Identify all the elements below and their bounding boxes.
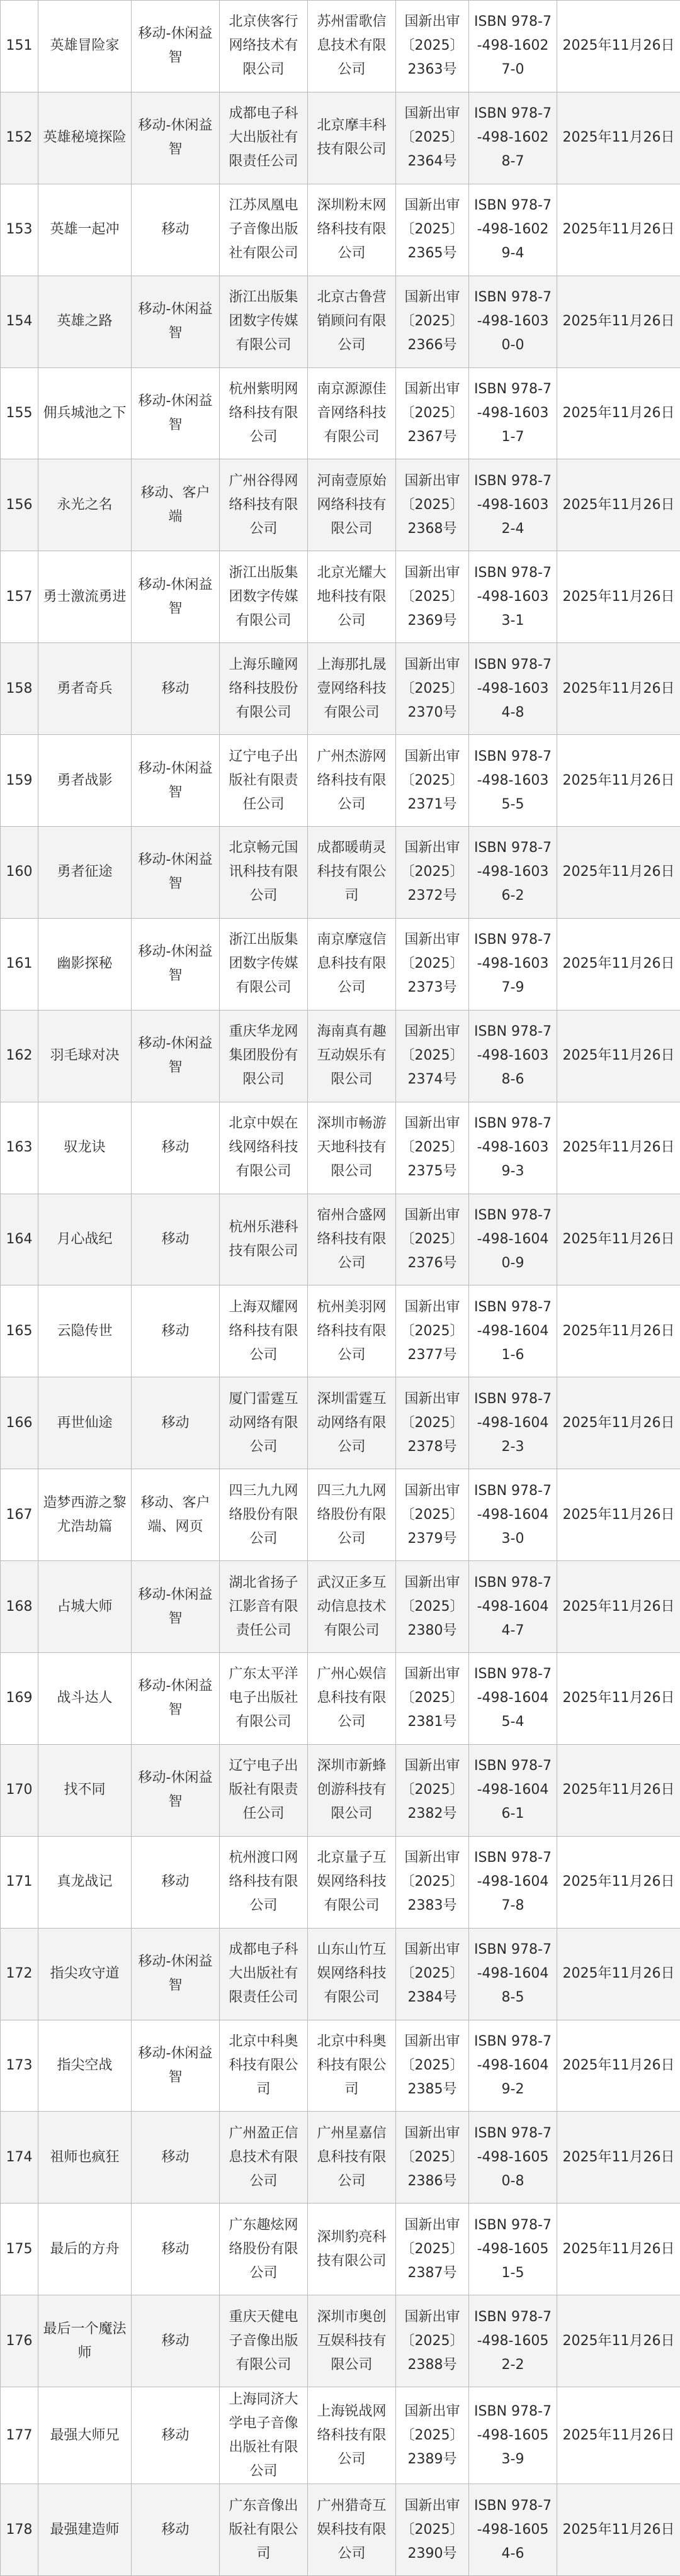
approval-number-cell: 国新出审〔2025〕2381号 xyxy=(396,1653,469,1745)
operator-cell: 苏州雷歌信息技术有限公司 xyxy=(308,1,396,92)
approval-date-cell: 2025年11月26日 xyxy=(557,2020,680,2112)
operator-cell: 四三九九网络股份有限公司 xyxy=(308,1469,396,1561)
publisher-cell: 厦门雷霆互动网络有限公司 xyxy=(220,1377,308,1469)
approval-number-cell: 国新出审〔2025〕2378号 xyxy=(396,1377,469,1469)
approval-date-cell: 2025年11月26日 xyxy=(557,1194,680,1285)
game-type-cell: 移动-休闲益智 xyxy=(132,551,220,643)
isbn-cell: ISBN 978-7-498-16043-0 xyxy=(469,1469,557,1561)
isbn-cell: ISBN 978-7-498-16053-9 xyxy=(469,2387,557,2484)
row-number-cell: 154 xyxy=(1,276,38,367)
operator-cell: 深圳市畅游天地科技有限公司 xyxy=(308,1102,396,1194)
operator-cell: 杭州美羽网络科技有限公司 xyxy=(308,1285,396,1377)
table-row xyxy=(1,1194,680,1285)
publisher-cell: 北京侠客行网络技术有限公司 xyxy=(220,1,308,92)
operator-cell: 深圳豹亮科技有限公司 xyxy=(308,2204,396,2295)
game-name-cell: 羽毛球对决 xyxy=(38,1010,132,1102)
publisher-cell: 湖北省扬子江影音有限责任公司 xyxy=(220,1561,308,1653)
operator-cell: 深圳市奥创互娱科技有限公司 xyxy=(308,2295,396,2387)
row-number-cell: 163 xyxy=(1,1102,38,1194)
approval-date-cell: 2025年11月26日 xyxy=(557,1744,680,1836)
game-type-cell: 移动、客户端 xyxy=(132,459,220,551)
row-number-cell: 168 xyxy=(1,1561,38,1653)
game-name-cell: 最强大师兄 xyxy=(38,2387,132,2484)
publisher-cell: 广东趣炫网络股份有限公司 xyxy=(220,2204,308,2295)
approval-date-cell: 2025年11月26日 xyxy=(557,827,680,919)
row-number-cell: 175 xyxy=(1,2204,38,2295)
game-type-cell: 移动-休闲益智 xyxy=(132,2020,220,2112)
table-row xyxy=(1,1377,680,1469)
approval-date-cell: 2025年11月26日 xyxy=(557,1928,680,2020)
row-number-cell: 160 xyxy=(1,827,38,919)
row-number-cell: 171 xyxy=(1,1836,38,1928)
isbn-cell: ISBN 978-7-498-16032-4 xyxy=(469,459,557,551)
game-type-cell: 移动 xyxy=(132,1285,220,1377)
publisher-cell: 上海乐瞳网络科技股份有限公司 xyxy=(220,643,308,735)
operator-cell: 北京古鲁营销顾问有限公司 xyxy=(308,276,396,367)
game-type-cell: 移动 xyxy=(132,2112,220,2204)
operator-cell: 海南真有趣互动娱乐有限公司 xyxy=(308,1010,396,1102)
table-row xyxy=(1,184,680,276)
row-number-cell: 152 xyxy=(1,92,38,184)
isbn-cell: ISBN 978-7-498-16045-4 xyxy=(469,1653,557,1745)
row-number-cell: 156 xyxy=(1,459,38,551)
operator-cell: 北京中科奥科技有限公司 xyxy=(308,2020,396,2112)
row-number-cell: 157 xyxy=(1,551,38,643)
game-type-cell: 移动-休闲益智 xyxy=(132,1,220,92)
game-name-cell: 佣兵城池之下 xyxy=(38,367,132,459)
game-name-cell: 真龙战记 xyxy=(38,1836,132,1928)
game-type-cell: 移动-休闲益智 xyxy=(132,735,220,827)
approval-date-cell: 2025年11月26日 xyxy=(557,918,680,1010)
game-name-cell: 永光之名 xyxy=(38,459,132,551)
row-number-cell: 153 xyxy=(1,184,38,276)
isbn-cell: ISBN 978-7-498-16035-5 xyxy=(469,735,557,827)
game-type-cell: 移动 xyxy=(132,1377,220,1469)
table-row xyxy=(1,551,680,643)
row-number-cell: 158 xyxy=(1,643,38,735)
table-row xyxy=(1,2020,680,2112)
approval-number-cell: 国新出审〔2025〕2379号 xyxy=(396,1469,469,1561)
approval-date-cell: 2025年11月26日 xyxy=(557,367,680,459)
operator-cell: 广州猎奇互娱科技有限公司 xyxy=(308,2484,396,2576)
approval-number-cell: 国新出审〔2025〕2385号 xyxy=(396,2020,469,2112)
game-type-cell: 移动 xyxy=(132,2387,220,2484)
isbn-cell: ISBN 978-7-498-16028-7 xyxy=(469,92,557,184)
table-row xyxy=(1,1,680,92)
approval-table-body xyxy=(1,1,680,2576)
publisher-cell: 重庆华龙网集团股份有限公司 xyxy=(220,1010,308,1102)
row-number-cell: 177 xyxy=(1,2387,38,2484)
publisher-cell: 四三九九网络股份有限公司 xyxy=(220,1469,308,1561)
game-name-cell: 勇者战影 xyxy=(38,735,132,827)
approval-number-cell: 国新出审〔2025〕2367号 xyxy=(396,367,469,459)
approval-number-cell: 国新出审〔2025〕2366号 xyxy=(396,276,469,367)
operator-cell: 深圳市新蜂创游科技有限公司 xyxy=(308,1744,396,1836)
row-number-cell: 167 xyxy=(1,1469,38,1561)
row-number-cell: 162 xyxy=(1,1010,38,1102)
approval-date-cell: 2025年11月26日 xyxy=(557,276,680,367)
approval-date-cell: 2025年11月26日 xyxy=(557,1561,680,1653)
operator-cell: 成都暖萌灵科技有限公司 xyxy=(308,827,396,919)
approval-date-cell: 2025年11月26日 xyxy=(557,1,680,92)
isbn-cell: ISBN 978-7-498-16040-9 xyxy=(469,1194,557,1285)
isbn-cell: ISBN 978-7-498-16039-3 xyxy=(469,1102,557,1194)
operator-cell: 宿州合盛网络科技有限公司 xyxy=(308,1194,396,1285)
approval-date-cell: 2025年11月26日 xyxy=(557,2112,680,2204)
isbn-cell: ISBN 978-7-498-16052-2 xyxy=(469,2295,557,2387)
table-row xyxy=(1,1469,680,1561)
row-number-cell: 155 xyxy=(1,367,38,459)
game-name-cell: 指尖攻守道 xyxy=(38,1928,132,2020)
game-name-cell: 指尖空战 xyxy=(38,2020,132,2112)
game-type-cell: 移动-休闲益智 xyxy=(132,827,220,919)
game-name-cell: 月心战纪 xyxy=(38,1194,132,1285)
approval-number-cell: 国新出审〔2025〕2384号 xyxy=(396,1928,469,2020)
publisher-cell: 广东太平洋电子出版社有限公司 xyxy=(220,1653,308,1745)
game-name-cell: 占城大师 xyxy=(38,1561,132,1653)
game-name-cell: 最后一个魔法师 xyxy=(38,2295,132,2387)
table-row xyxy=(1,735,680,827)
approval-number-cell: 国新出审〔2025〕2388号 xyxy=(396,2295,469,2387)
isbn-cell: ISBN 978-7-498-16036-2 xyxy=(469,827,557,919)
table-row xyxy=(1,2484,680,2576)
game-type-cell: 移动、客户端、网页 xyxy=(132,1469,220,1561)
table-row xyxy=(1,459,680,551)
game-name-cell: 最强建造师 xyxy=(38,2484,132,2576)
approval-number-cell: 国新出审〔2025〕2375号 xyxy=(396,1102,469,1194)
publisher-cell: 上海同济大学电子音像出版社有限公司 xyxy=(220,2387,308,2484)
publisher-cell: 辽宁电子出版社有限责任公司 xyxy=(220,1744,308,1836)
game-type-cell: 移动 xyxy=(132,1836,220,1928)
isbn-cell: ISBN 978-7-498-16042-3 xyxy=(469,1377,557,1469)
row-number-cell: 172 xyxy=(1,1928,38,2020)
isbn-cell: ISBN 978-7-498-16048-5 xyxy=(469,1928,557,2020)
isbn-cell: ISBN 978-7-498-16054-6 xyxy=(469,2484,557,2576)
approval-date-cell: 2025年11月26日 xyxy=(557,735,680,827)
game-type-cell: 移动-休闲益智 xyxy=(132,367,220,459)
row-number-cell: 165 xyxy=(1,1285,38,1377)
game-type-cell: 移动 xyxy=(132,1102,220,1194)
approval-date-cell: 2025年11月26日 xyxy=(557,1010,680,1102)
publisher-cell: 成都电子科大出版社有限责任公司 xyxy=(220,92,308,184)
approval-number-cell: 国新出审〔2025〕2374号 xyxy=(396,1010,469,1102)
publisher-cell: 上海双耀网络科技有限公司 xyxy=(220,1285,308,1377)
operator-cell: 上海那扎晟壹网络科技有限公司 xyxy=(308,643,396,735)
approval-date-cell: 2025年11月26日 xyxy=(557,1469,680,1561)
game-type-cell: 移动-休闲益智 xyxy=(132,1744,220,1836)
approval-date-cell: 2025年11月26日 xyxy=(557,1285,680,1377)
table-row xyxy=(1,827,680,919)
approval-number-cell: 国新出审〔2025〕2372号 xyxy=(396,827,469,919)
game-name-cell: 战斗达人 xyxy=(38,1653,132,1745)
row-number-cell: 159 xyxy=(1,735,38,827)
table-row xyxy=(1,2112,680,2204)
publisher-cell: 浙江出版集团数字传媒有限公司 xyxy=(220,276,308,367)
game-name-cell: 云隐传世 xyxy=(38,1285,132,1377)
approval-number-cell: 国新出审〔2025〕2387号 xyxy=(396,2204,469,2295)
game-type-cell: 移动-休闲益智 xyxy=(132,918,220,1010)
table-row xyxy=(1,367,680,459)
approval-date-cell: 2025年11月26日 xyxy=(557,1102,680,1194)
isbn-cell: ISBN 978-7-498-16051-5 xyxy=(469,2204,557,2295)
approval-number-cell: 国新出审〔2025〕2376号 xyxy=(396,1194,469,1285)
approval-date-cell: 2025年11月26日 xyxy=(557,2204,680,2295)
game-name-cell: 勇者征途 xyxy=(38,827,132,919)
publisher-cell: 重庆天健电子音像出版有限公司 xyxy=(220,2295,308,2387)
game-type-cell: 移动-休闲益智 xyxy=(132,1010,220,1102)
operator-cell: 河南壹原始网络科技有限公司 xyxy=(308,459,396,551)
table-row xyxy=(1,1285,680,1377)
game-type-cell: 移动 xyxy=(132,2484,220,2576)
game-name-cell: 再世仙途 xyxy=(38,1377,132,1469)
approval-date-cell: 2025年11月26日 xyxy=(557,1653,680,1745)
game-name-cell: 驭龙诀 xyxy=(38,1102,132,1194)
operator-cell: 南京源源佳音网络科技有限公司 xyxy=(308,367,396,459)
game-name-cell: 祖师也疯狂 xyxy=(38,2112,132,2204)
operator-cell: 深圳粉末网络科技有限公司 xyxy=(308,184,396,276)
row-number-cell: 176 xyxy=(1,2295,38,2387)
row-number-cell: 164 xyxy=(1,1194,38,1285)
game-name-cell: 英雄一起冲 xyxy=(38,184,132,276)
row-number-cell: 161 xyxy=(1,918,38,1010)
isbn-cell: ISBN 978-7-498-16044-7 xyxy=(469,1561,557,1653)
table-row xyxy=(1,276,680,367)
publisher-cell: 浙江出版集团数字传媒有限公司 xyxy=(220,551,308,643)
isbn-cell: ISBN 978-7-498-16041-6 xyxy=(469,1285,557,1377)
table-row xyxy=(1,918,680,1010)
approval-number-cell: 国新出审〔2025〕2389号 xyxy=(396,2387,469,2484)
operator-cell: 深圳雷霆互动网络有限公司 xyxy=(308,1377,396,1469)
game-type-cell: 移动-休闲益智 xyxy=(132,1928,220,2020)
isbn-cell: ISBN 978-7-498-16037-9 xyxy=(469,918,557,1010)
row-number-cell: 169 xyxy=(1,1653,38,1745)
approval-number-cell: 国新出审〔2025〕2368号 xyxy=(396,459,469,551)
game-name-cell: 最后的方舟 xyxy=(38,2204,132,2295)
table-row xyxy=(1,1653,680,1745)
operator-cell: 山东山竹互娱网络科技有限公司 xyxy=(308,1928,396,2020)
operator-cell: 北京光耀大地科技有限公司 xyxy=(308,551,396,643)
row-number-cell: 174 xyxy=(1,2112,38,2204)
table-row xyxy=(1,1561,680,1653)
approval-number-cell: 国新出审〔2025〕2373号 xyxy=(396,918,469,1010)
approval-number-cell: 国新出审〔2025〕2370号 xyxy=(396,643,469,735)
game-type-cell: 移动-休闲益智 xyxy=(132,276,220,367)
approval-date-cell: 2025年11月26日 xyxy=(557,184,680,276)
table-row xyxy=(1,1744,680,1836)
row-number-cell: 166 xyxy=(1,1377,38,1469)
game-name-cell: 英雄之路 xyxy=(38,276,132,367)
approval-date-cell: 2025年11月26日 xyxy=(557,1836,680,1928)
approval-number-cell: 国新出审〔2025〕2382号 xyxy=(396,1744,469,1836)
isbn-cell: ISBN 978-7-498-16030-0 xyxy=(469,276,557,367)
table-row xyxy=(1,2204,680,2295)
operator-cell: 北京量子互娱网络科技有限公司 xyxy=(308,1836,396,1928)
isbn-cell: ISBN 978-7-498-16029-4 xyxy=(469,184,557,276)
table-row xyxy=(1,2387,680,2484)
isbn-cell: ISBN 978-7-498-16050-8 xyxy=(469,2112,557,2204)
game-type-cell: 移动-休闲益智 xyxy=(132,92,220,184)
isbn-cell: ISBN 978-7-498-16034-8 xyxy=(469,643,557,735)
game-type-cell: 移动-休闲益智 xyxy=(132,1653,220,1745)
game-name-cell: 找不同 xyxy=(38,1744,132,1836)
publisher-cell: 成都电子科大出版社有限责任公司 xyxy=(220,1928,308,2020)
approval-number-cell: 国新出审〔2025〕2383号 xyxy=(396,1836,469,1928)
game-type-cell: 移动 xyxy=(132,2204,220,2295)
game-type-cell: 移动 xyxy=(132,184,220,276)
approval-date-cell: 2025年11月26日 xyxy=(557,92,680,184)
approval-date-cell: 2025年11月26日 xyxy=(557,551,680,643)
publisher-cell: 广东音像出版社有限公司 xyxy=(220,2484,308,2576)
publisher-cell: 江苏凤凰电子音像出版社有限公司 xyxy=(220,184,308,276)
operator-cell: 广州心娱信息科技有限公司 xyxy=(308,1653,396,1745)
game-name-cell: 勇士激流勇进 xyxy=(38,551,132,643)
table-row xyxy=(1,2295,680,2387)
game-type-cell: 移动 xyxy=(132,643,220,735)
isbn-cell: ISBN 978-7-498-16031-7 xyxy=(469,367,557,459)
row-number-cell: 170 xyxy=(1,1744,38,1836)
row-number-cell: 173 xyxy=(1,2020,38,2112)
publisher-cell: 杭州渡口网络科技有限公司 xyxy=(220,1836,308,1928)
game-name-cell: 英雄秘境探险 xyxy=(38,92,132,184)
approval-date-cell: 2025年11月26日 xyxy=(557,1377,680,1469)
publisher-cell: 北京中娱在线网络科技有限公司 xyxy=(220,1102,308,1194)
publisher-cell: 杭州紫明网络科技有限公司 xyxy=(220,367,308,459)
approval-number-cell: 国新出审〔2025〕2369号 xyxy=(396,551,469,643)
game-name-cell: 幽影探秘 xyxy=(38,918,132,1010)
game-name-cell: 造梦西游之黎尤浩劫篇 xyxy=(38,1469,132,1561)
approval-number-cell: 国新出审〔2025〕2386号 xyxy=(396,2112,469,2204)
operator-cell: 南京摩寇信息科技有限公司 xyxy=(308,918,396,1010)
row-number-cell: 178 xyxy=(1,2484,38,2576)
publisher-cell: 北京畅元国讯科技有限公司 xyxy=(220,827,308,919)
approval-number-cell: 国新出审〔2025〕2371号 xyxy=(396,735,469,827)
game-type-cell: 移动 xyxy=(132,2295,220,2387)
table-row xyxy=(1,92,680,184)
isbn-cell: ISBN 978-7-498-16046-1 xyxy=(469,1744,557,1836)
publisher-cell: 杭州乐港科技有限公司 xyxy=(220,1194,308,1285)
table-row xyxy=(1,1102,680,1194)
operator-cell: 广州星嘉信息科技有限公司 xyxy=(308,2112,396,2204)
operator-cell: 广州杰游网络科技有限公司 xyxy=(308,735,396,827)
approval-date-cell: 2025年11月26日 xyxy=(557,643,680,735)
approval-number-cell: 国新出审〔2025〕2390号 xyxy=(396,2484,469,2576)
operator-cell: 上海锐战网络科技有限公司 xyxy=(308,2387,396,2484)
isbn-cell: ISBN 978-7-498-16049-2 xyxy=(469,2020,557,2112)
table-row xyxy=(1,643,680,735)
game-name-cell: 勇者奇兵 xyxy=(38,643,132,735)
approval-number-cell: 国新出审〔2025〕2363号 xyxy=(396,1,469,92)
approval-date-cell: 2025年11月26日 xyxy=(557,2295,680,2387)
publisher-cell: 辽宁电子出版社有限责任公司 xyxy=(220,735,308,827)
table-row xyxy=(1,1928,680,2020)
isbn-cell: ISBN 978-7-498-16027-0 xyxy=(469,1,557,92)
publisher-cell: 北京中科奥科技有限公司 xyxy=(220,2020,308,2112)
approval-date-cell: 2025年11月26日 xyxy=(557,2387,680,2484)
isbn-cell: ISBN 978-7-498-16047-8 xyxy=(469,1836,557,1928)
approval-number-cell: 国新出审〔2025〕2364号 xyxy=(396,92,469,184)
approval-number-cell: 国新出审〔2025〕2377号 xyxy=(396,1285,469,1377)
publisher-cell: 广州盈正信息技术有限公司 xyxy=(220,2112,308,2204)
approval-date-cell: 2025年11月26日 xyxy=(557,459,680,551)
table-row xyxy=(1,1010,680,1102)
game-name-cell: 英雄冒险家 xyxy=(38,1,132,92)
row-number-cell: 151 xyxy=(1,1,38,92)
publisher-cell: 广州谷得网络科技有限公司 xyxy=(220,459,308,551)
operator-cell: 北京摩丰科技有限公司 xyxy=(308,92,396,184)
approval-number-cell: 国新出审〔2025〕2365号 xyxy=(396,184,469,276)
isbn-cell: ISBN 978-7-498-16033-1 xyxy=(469,551,557,643)
approval-number-cell: 国新出审〔2025〕2380号 xyxy=(396,1561,469,1653)
approval-date-cell: 2025年11月26日 xyxy=(557,2484,680,2576)
operator-cell: 武汉正多互动信息技术有限公司 xyxy=(308,1561,396,1653)
game-type-cell: 移动-休闲益智 xyxy=(132,1561,220,1653)
table-row xyxy=(1,1836,680,1928)
publisher-cell: 浙江出版集团数字传媒有限公司 xyxy=(220,918,308,1010)
game-type-cell: 移动 xyxy=(132,1194,220,1285)
isbn-cell: ISBN 978-7-498-16038-6 xyxy=(469,1010,557,1102)
